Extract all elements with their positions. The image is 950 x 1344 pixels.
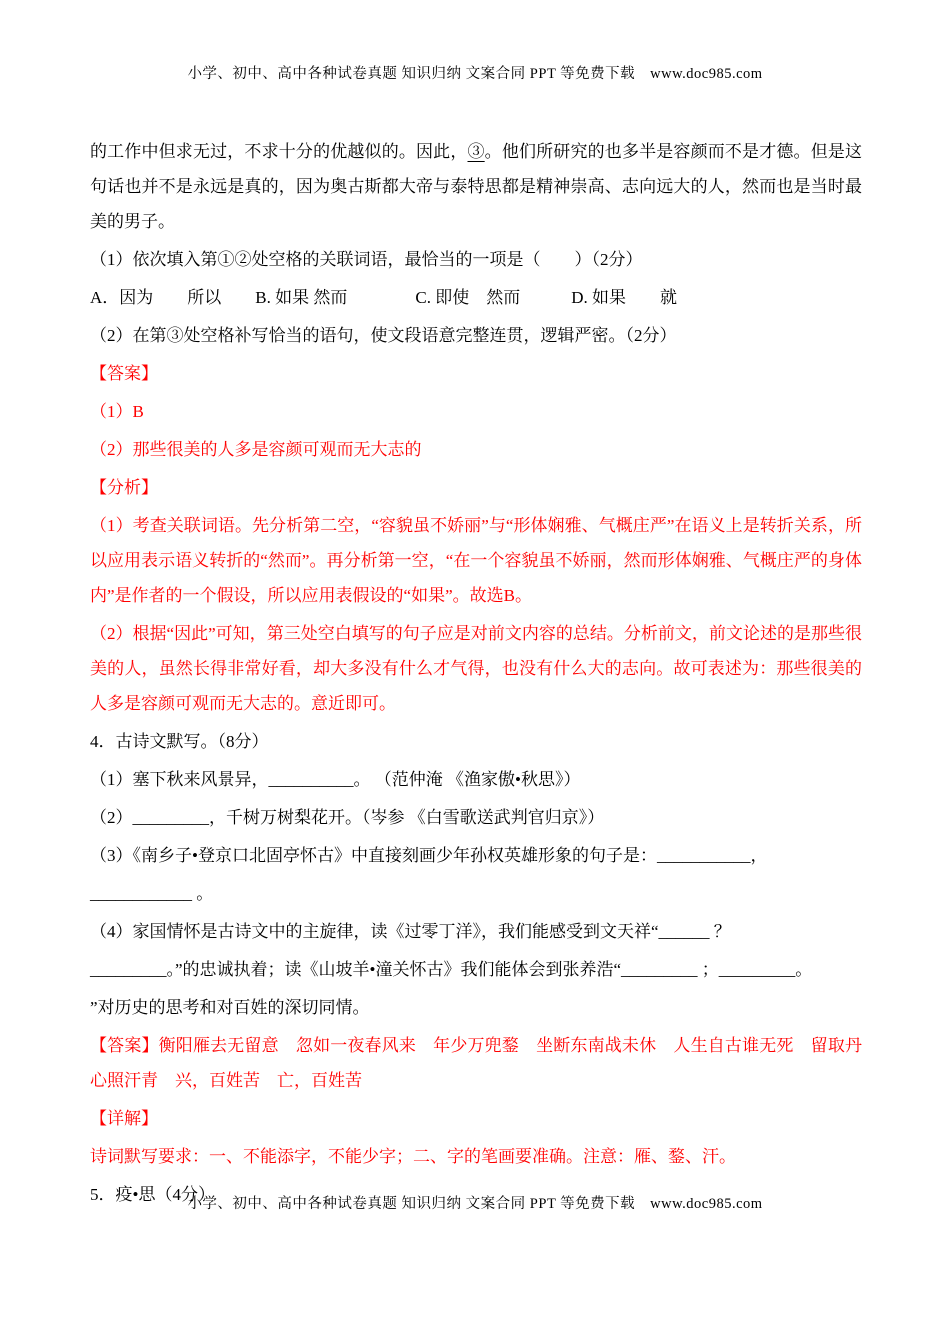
question-4-sub3-line1: （3）《南乡子•登京口北固亭怀古》中直接刻画少年孙权英雄形象的句子是：___________，	[90, 846, 768, 865]
question-3-analysis-1: （1）考查关联词语。先分析第二空，“容貌虽不娇丽”与“形体娴雅、气概庄严”在语义上是转折关系，所以应用表示语义转折的“然而”。再分析第一空，“在一个容貌虽不娇丽，然而形体娴雅、气概庄严的身体内”是作者的一个假设，所以应用表假设的“如果”。故选B。	[90, 516, 862, 605]
question-3-sub2: （2）在第③处空格补写恰当的语句，使文段语意完整连贯，逻辑严密。（2分）	[90, 326, 677, 345]
analysis-label: 【分析】	[90, 478, 158, 497]
question-3-answer-1: （1）B	[90, 402, 144, 421]
question-3-options: A．因为 所以 B. 如果 然而 C. 即使 然而 D. 如果 就	[90, 288, 677, 307]
question-3-sub1: （1）依次填入第①②处空格的关联词语，最恰当的一项是（ ）（2分）	[90, 250, 643, 269]
intro-text-before: 的工作中但求无过，不求十分的优越似的。因此，	[90, 142, 468, 161]
question-4-sub4-line2: _________。”的忠诚执着；读《山坡羊•潼关怀古》我们能体会到张养浩“_________ ；_________。	[90, 960, 813, 979]
intro-text-after: 。他们所研究的也多半是容颜而不是才德。但是这句话也并不是永远是真的，因为奥古斯都大帝与泰特思都是精神崇高、志向远大的人，然而也是当时最美的男子。	[90, 142, 863, 231]
paragraph-intro	[90, 134, 862, 239]
question-3-answer-2: （2）那些很美的人多是容颜可观而无大志的	[90, 440, 422, 459]
page-footer: 小学、初中、高中各种试卷真题 知识归纳 文案合同 PPT 等免费下载 www.doc985.com	[187, 1196, 763, 1212]
detail-label: 【详解】	[90, 1109, 158, 1128]
question-5-title: 5．疫•思（4分）	[90, 1185, 215, 1204]
circled-blank-3: ③	[467, 142, 485, 161]
question-4-answer: 【答案】衡阳雁去无留意 忽如一夜春风来 年少万兜鍪 坐断东南战未休 人生自古谁无死 留取丹心照汗青 兴，百姓苦 亡，百姓苦	[90, 1036, 862, 1090]
document-content	[90, 134, 862, 1215]
question-4-sub2: （2）_________，千树万树梨花开。（岑参 《白雪歌送武判官归京》）	[90, 808, 605, 827]
answer-label: 【答案】	[90, 364, 158, 383]
detail-text: 诗词默写要求：一、不能添字，不能少字；二、字的笔画要准确。注意：雁、鍪、汗。	[90, 1147, 736, 1166]
question-4-sub3-line2: ____________ 。	[90, 884, 214, 903]
page-header: 小学、初中、高中各种试卷真题 知识归纳 文案合同 PPT 等免费下载 www.doc985.com	[187, 66, 763, 82]
question-4-sub4-line3: ”对历史的思考和对百姓的深切同情。	[90, 998, 370, 1017]
question-4-sub4-line1: （4）家国情怀是古诗文中的主旋律，读《过零丁洋》，我们能感受到文天祥“______ ？	[90, 922, 731, 941]
question-3-analysis-2: （2）根据“因此”可知，第三处空白填写的句子应是对前文内容的总结。分析前文，前文论述的是那些很美的人，虽然长得非常好看，却大多没有什么才气得，也没有什么大的志向。故可表述为：那些很美的人多是容颜可观而无大志的。意近即可。	[90, 624, 862, 713]
question-4-title: 4．古诗文默写。（8分）	[90, 732, 269, 751]
question-4-sub1: （1）塞下秋来风景异，__________。 （范仲淹 《渔家傲•秋思》）	[90, 770, 581, 789]
